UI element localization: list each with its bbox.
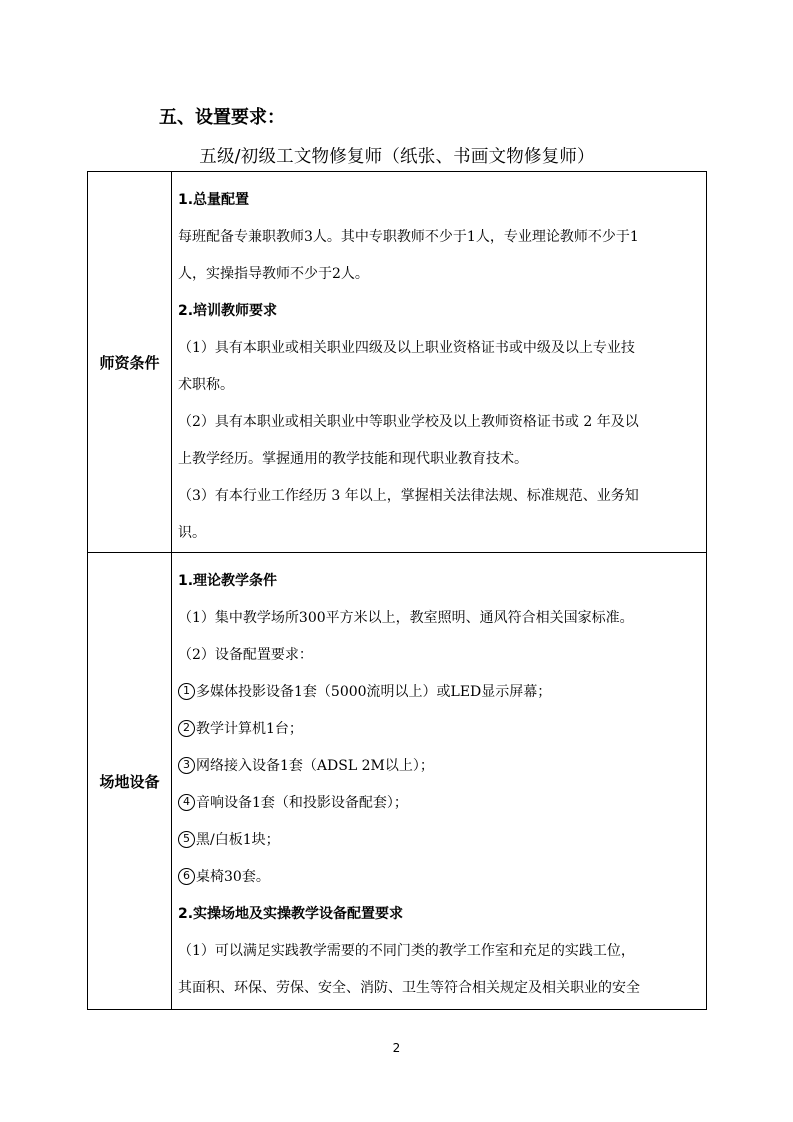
list-item: 1 多媒体投影设备1套（5000流明以上）或LED显示屏幕；	[178, 674, 700, 711]
circled-number-marker: 4	[178, 794, 195, 811]
subheading: 2.实操场地及实操教学设备配置要求	[178, 906, 404, 922]
text-line: 每班配备专兼职教师3人。其中专职教师不少于1人，专业理论教师不少于1	[178, 229, 639, 245]
text-line: （1）可以满足实践教学需要的不同门类的教学工作室和充足的实践工位，	[178, 943, 635, 959]
text-line: 识。	[178, 525, 206, 541]
text-line: （1）具有本职业或相关职业四级及以上职业资格证书或中级及以上专业技	[178, 340, 635, 356]
circled-number-marker: 3	[178, 757, 195, 774]
text-line: 其面积、环保、劳保、安全、消防、卫生等符合相关规定及相关职业的安全	[178, 980, 640, 996]
text-line: （1）集中教学场所300平方米以上，教室照明、通风符合相关国家标准。	[178, 610, 634, 626]
subheading: 1.总量配置	[178, 192, 250, 208]
circled-number-marker: 2	[178, 720, 195, 737]
text-line: （2）具有本职业或相关职业中等职业学校及以上教师资格证书或 2 年及以	[178, 414, 639, 430]
row-label-teachers: 师资条件	[88, 172, 172, 553]
text-line: 术职称。	[178, 377, 234, 393]
list-item: 5 黑/白板1块；	[178, 822, 700, 859]
subheading: 2.培训教师要求	[178, 303, 278, 319]
list-item: 6 桌椅30套。	[178, 859, 700, 896]
circled-number-marker: 5	[178, 831, 195, 848]
table-title: 五级/初级工文物修复师（纸张、书画文物修复师）	[199, 147, 595, 167]
page-number: 2	[392, 1041, 401, 1055]
row-content-facilities	[172, 553, 707, 1010]
circled-number-marker: 1	[178, 683, 195, 700]
section-heading: 五、设置要求：	[159, 107, 285, 128]
table-row	[88, 553, 707, 1010]
row-label-facilities: 场地设备	[88, 553, 172, 1010]
table-row	[88, 172, 707, 553]
list-item: 2 教学计算机1台；	[178, 711, 700, 748]
list-item: 3 网络接入设备1套（ADSL 2M以上）；	[178, 748, 700, 785]
text-line: （3）有本行业工作经历 3 年以上，掌握相关法律法规、标准规范、业务知	[178, 488, 639, 504]
text-line: 上教学经历。掌握通用的教学技能和现代职业教育技术。	[178, 451, 528, 467]
text-line: （2）设备配置要求：	[178, 647, 313, 663]
subheading: 1.理论教学条件	[178, 573, 278, 589]
circled-number-marker: 6	[178, 868, 195, 885]
requirements-table	[87, 171, 707, 1010]
text-line: 人，实操指导教师不少于2人。	[178, 266, 369, 282]
list-item: 4 音响设备1套（和投影设备配套）；	[178, 785, 700, 822]
row-content-teachers	[172, 172, 707, 553]
